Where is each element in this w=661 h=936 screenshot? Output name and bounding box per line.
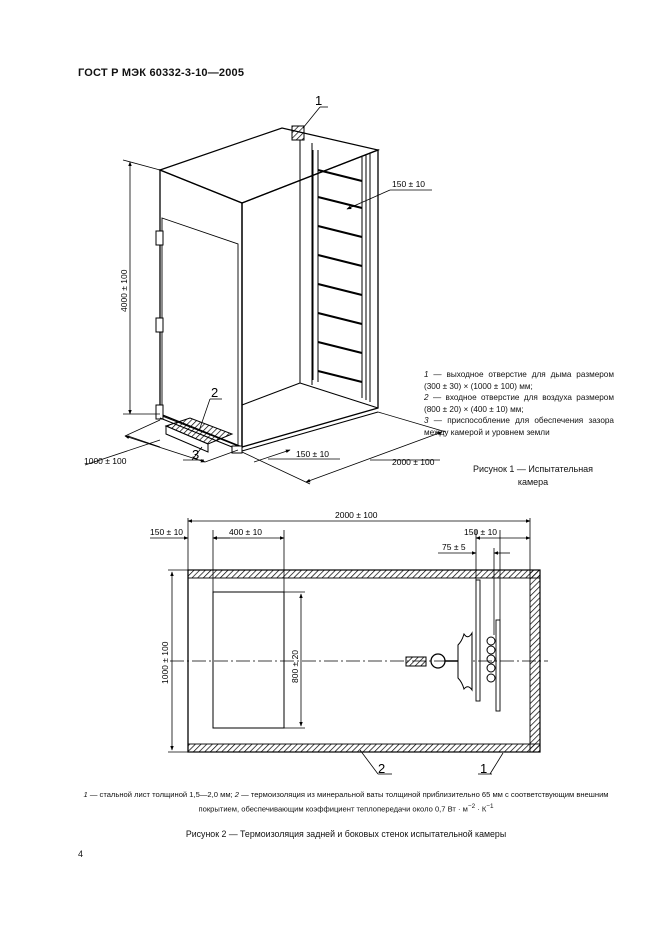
fig1-caption: Рисунок 1 — Испытательная камера [472, 464, 594, 487]
fig1-callout-2: 2 [211, 385, 219, 400]
fig1-dim-width: 2000 ± 100 [392, 457, 435, 467]
fig2-dim-opening-width: 400 ± 10 [229, 527, 263, 537]
fig1-legend-item-1: 1 — выходное отверстие для дыма размером (300 ± 30) × (1000 ± 100) мм; [424, 370, 614, 391]
fig1-legend [424, 369, 614, 439]
document-header: ГОСТ Р МЭК 60332-3-10—2005 [78, 67, 245, 79]
fig1-legend-item-3: 3 — приспособление для обеспечения зазора между камерой и уровнем земли [424, 416, 614, 437]
fig2-dim-ladder-gap: 75 ± 5 [442, 542, 466, 552]
fig1-callout-3: 3 [192, 447, 200, 462]
fig1-dim-ladder-depth: 150 ± 10 [392, 179, 426, 189]
fig1-dim-depth: 1000 ± 100 [84, 456, 127, 466]
fig1-legend-item-2: 2 — входное отверстие для воздуха размером (800 ± 20) × (400 ± 10) мм; [424, 393, 614, 414]
fig2-dim-depth: 1000 ± 100 [160, 641, 170, 684]
figure2-plan [170, 570, 548, 752]
fig2-callout-2: 2 [378, 761, 386, 776]
fig1-callout-1: 1 [315, 93, 323, 108]
fig2-dim-right-offset: 150 ± 10 [464, 527, 498, 537]
fig2-dim-total-width: 2000 ± 100 [335, 510, 378, 520]
fig2-legend: 1 — стальной лист толщиной 1,5—2,0 мм; 2 — термоизоляция из минеральной ваты толщиной приблизительно 65 мм с соответствующим внешним покрытием, обеспечивающим коэффициент теплопередачи около 0,7 Вт · $м^{-2} \cdot К^{-1}$ [83, 790, 609, 814]
fig2-callout-1: 1 [480, 761, 488, 776]
fig2-dim-left-offset: 150 ± 10 [150, 527, 184, 537]
fig1-dim-ladder-offset: 150 ± 10 [296, 449, 330, 459]
fig2-caption: Рисунок 2 — Термоизоляция задней и боковых стенок испытательной камеры [185, 829, 507, 839]
fig1-dim-height: 4000 ± 100 [119, 269, 129, 312]
fig2-dim-opening-length: 800 ± 20 [290, 649, 300, 683]
figure1-chamber [156, 126, 378, 453]
page-number: 4 [78, 849, 84, 859]
